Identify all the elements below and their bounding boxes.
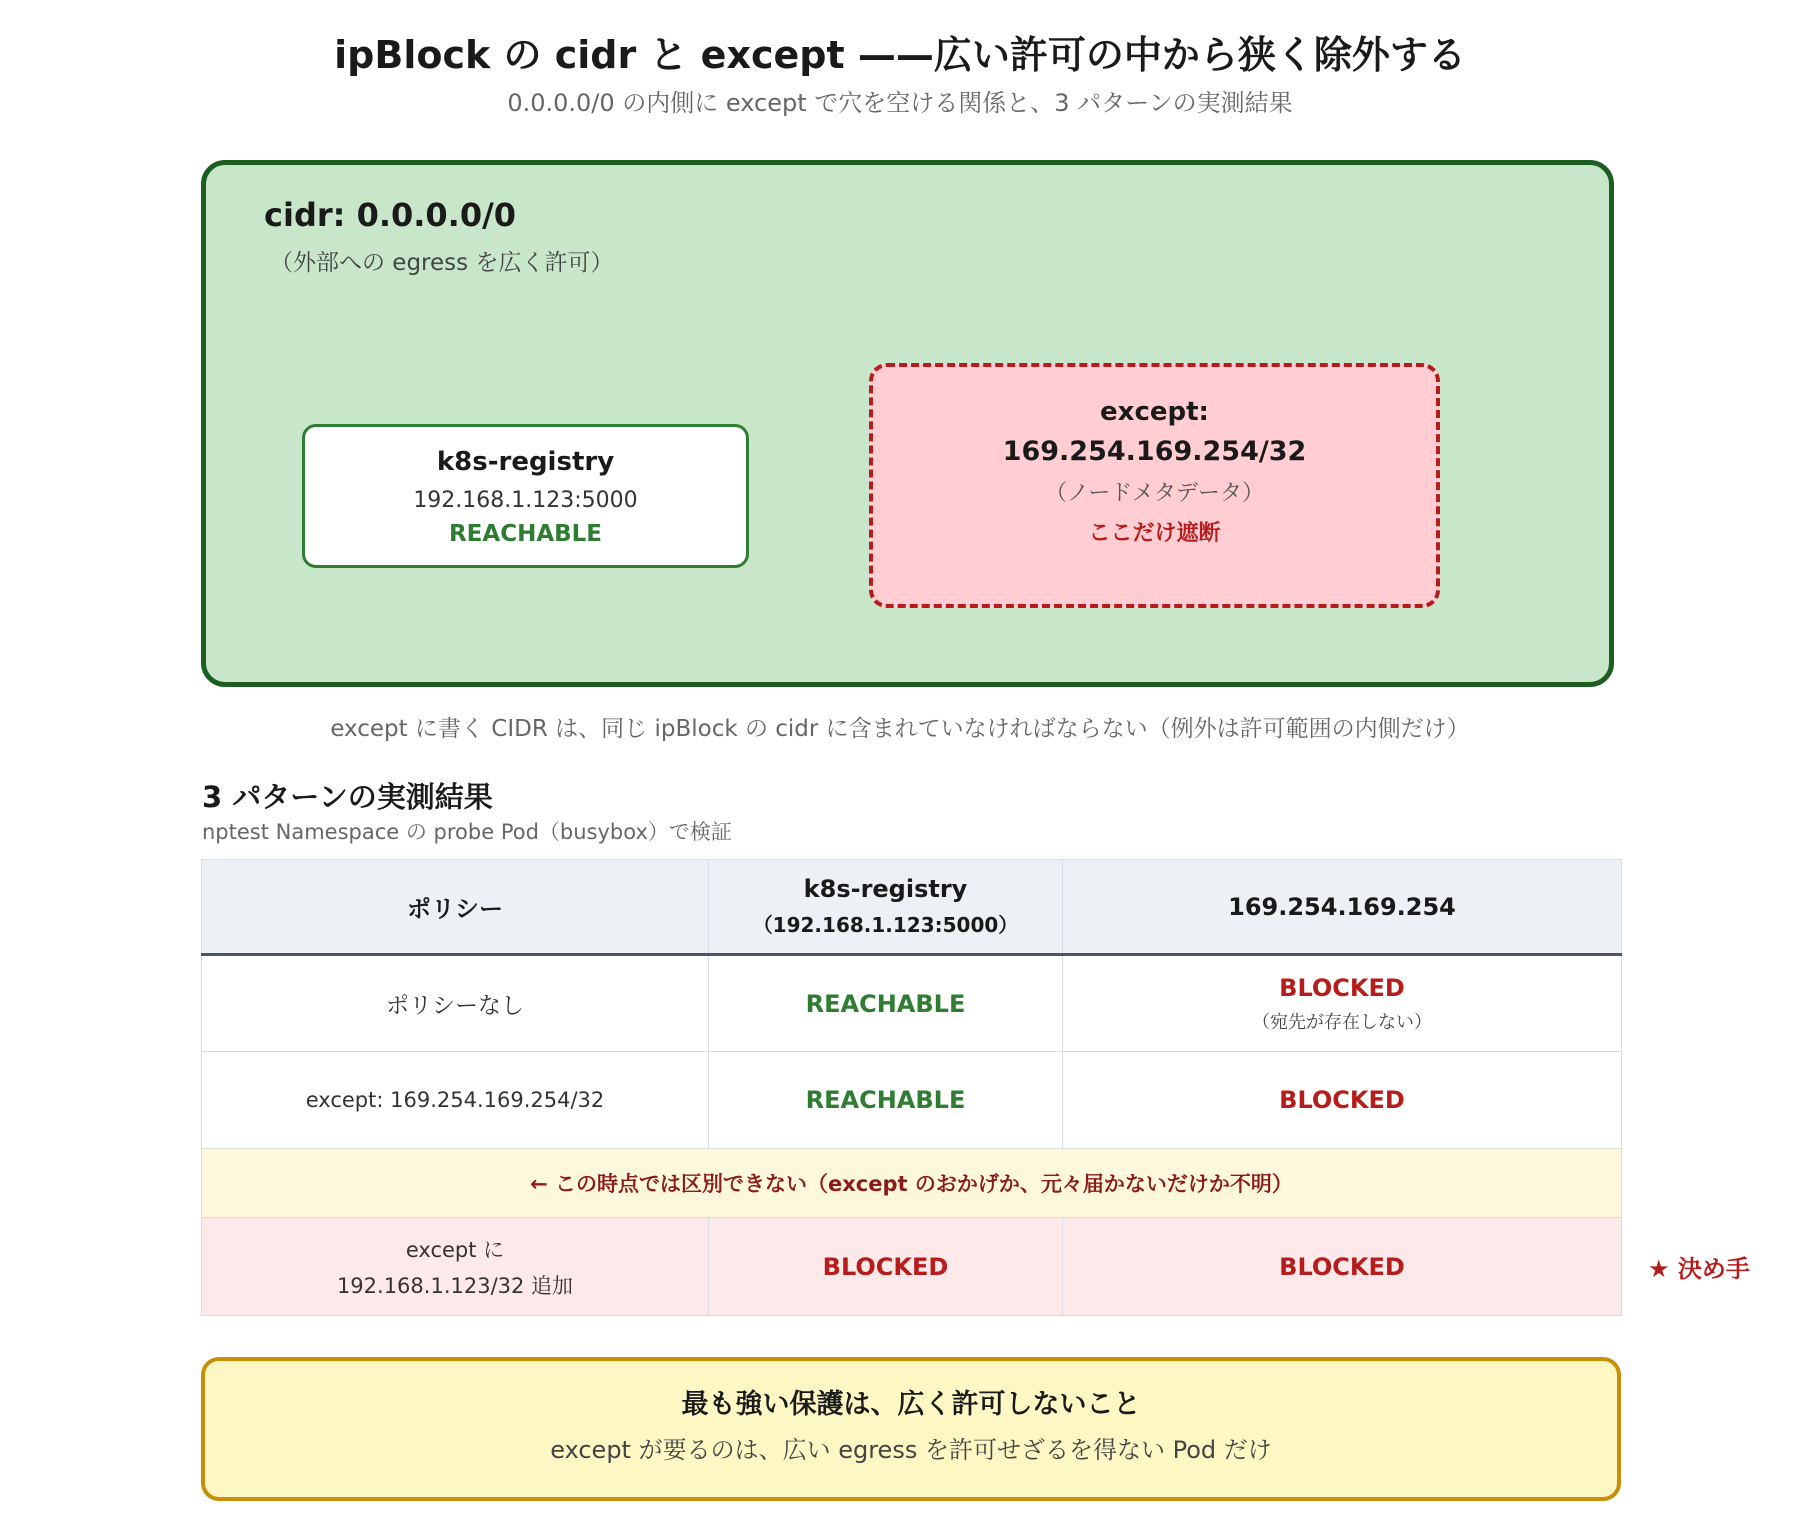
row-policy-line2: 192.168.1.123/32 追加 bbox=[336, 1273, 574, 1298]
callout-body: except が要るのは、広い egress を許可せざるを得ない Pod だけ bbox=[550, 1436, 1272, 1464]
table-header-row bbox=[202, 860, 1622, 955]
registry-address: 192.168.1.123:5000 bbox=[413, 488, 638, 513]
summary-callout bbox=[201, 1357, 1621, 1501]
table-row bbox=[202, 955, 1622, 1052]
except-label: except: bbox=[1100, 397, 1209, 427]
rule-note: except に書く CIDR は、同じ ipBlock の cidr に含まれていなければならない（例外は許可範囲の内側だけ） bbox=[330, 716, 1470, 742]
results-title: 3 パターンの実測結果 bbox=[202, 780, 493, 814]
row-registry-result: REACHABLE bbox=[709, 1052, 1063, 1149]
decisive-star-label: ★ 決め手 bbox=[1648, 1255, 1750, 1283]
row-policy: ポリシーなし bbox=[202, 955, 709, 1052]
row-registry-result: BLOCKED bbox=[709, 1218, 1063, 1316]
table-row-decisive bbox=[202, 1218, 1622, 1316]
header-registry-address: （192.168.1.123:5000） bbox=[752, 913, 1019, 937]
results-subtitle: nptest Namespace の probe Pod（busybox）で検証 bbox=[202, 820, 732, 844]
page-title: ipBlock の cidr と except ——広い許可の中から狭く除外する bbox=[334, 33, 1466, 77]
results-table bbox=[201, 859, 1622, 1316]
row-metadata-result: BLOCKED bbox=[1279, 973, 1405, 1002]
page-subtitle: 0.0.0.0/0 の内側に except で穴を空ける関係と、3 パターンの実測結果 bbox=[507, 89, 1293, 117]
registry-status: REACHABLE bbox=[448, 521, 603, 547]
row-metadata-note: （宛先が存在しない） bbox=[1252, 1011, 1432, 1033]
registry-name: k8s-registry bbox=[436, 447, 615, 477]
row-policy: except: 169.254.169.254/32 bbox=[202, 1052, 709, 1149]
row-policy bbox=[202, 1218, 709, 1316]
row-metadata-result: BLOCKED bbox=[1063, 1218, 1622, 1316]
row-metadata-result: BLOCKED bbox=[1063, 1052, 1622, 1149]
header-metadata: 169.254.169.254 bbox=[1063, 860, 1622, 955]
table-row bbox=[202, 1052, 1622, 1149]
row-policy-line1: except に bbox=[405, 1237, 505, 1262]
header-registry-name: k8s-registry bbox=[803, 875, 968, 903]
except-action: ここだけ遮断 bbox=[1088, 521, 1221, 546]
header-policy: ポリシー bbox=[202, 860, 709, 955]
cidr-note: （外部への egress を広く許可） bbox=[270, 250, 614, 276]
cidr-label: cidr: 0.0.0.0/0 bbox=[264, 196, 517, 234]
except-note: （ノードメタデータ） bbox=[1044, 481, 1265, 506]
row-metadata-cell bbox=[1063, 955, 1622, 1052]
callout-title: 最も強い保護は、広く許可しないこと bbox=[681, 1389, 1141, 1420]
row-registry-result: REACHABLE bbox=[709, 955, 1063, 1052]
ambiguity-note: ← この時点では区別できない（except のおかげか、元々届かないだけか不明） bbox=[202, 1149, 1622, 1218]
header-registry bbox=[709, 860, 1063, 955]
except-cidr: 169.254.169.254/32 bbox=[1002, 436, 1307, 467]
ambiguity-note-row bbox=[202, 1149, 1622, 1218]
